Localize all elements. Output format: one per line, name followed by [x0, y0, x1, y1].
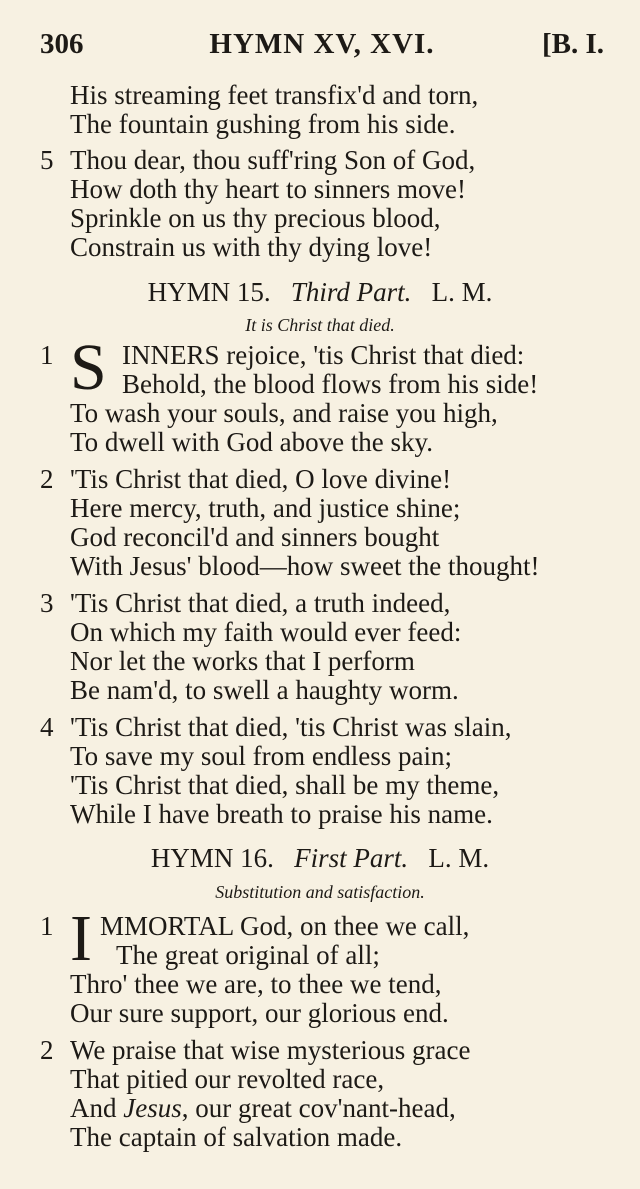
running-title: HYMN XV, XVI.: [209, 28, 435, 60]
verse-line: To wash your souls, and raise you high,: [70, 398, 498, 428]
verse-line: MMORTAL God, on thee we call,: [100, 911, 470, 941]
verse-line: While I have breath to praise his name.: [70, 799, 493, 829]
verse-line: Our sure support, our glorious end.: [70, 998, 449, 1028]
hymn-meter: L. M.: [431, 277, 493, 307]
verse-line: Nor let the works that I perform: [70, 646, 415, 676]
verse-line: Constrain us with thy dying love!: [70, 232, 433, 262]
hymn-heading: [0, 843, 640, 873]
book-marker: [B. I.: [541, 28, 604, 60]
hymn-number: HYMN 15.: [147, 277, 271, 307]
verse-number: 1: [40, 340, 54, 370]
drop-cap: I: [70, 902, 92, 975]
verse-line: Here mercy, truth, and justice shine;: [70, 493, 461, 523]
verse-line: Thou dear, thou suff'ring Son of God,: [70, 145, 476, 175]
verse-line: The fountain gushing from his side.: [70, 109, 456, 139]
verse-line: [70, 1093, 456, 1123]
hymn-subtitle: It is Christ that died.: [245, 315, 395, 335]
verse-line: To dwell with God above the sky.: [70, 427, 434, 457]
verse-line: That pitied our revolted race,: [70, 1064, 385, 1094]
verse-line: His streaming feet transfix'd and torn,: [70, 80, 479, 110]
verse-line: On which my faith would ever feed:: [70, 617, 462, 647]
hymn-heading: [0, 277, 640, 307]
line-text: And: [70, 1093, 124, 1123]
verse-line: To save my soul from endless pain;: [70, 741, 453, 771]
verse-line: We praise that wise mysterious grace: [70, 1035, 471, 1065]
verse-line: 'Tis Christ that died, 'tis Christ was slain,: [70, 712, 512, 742]
drop-cap: S: [70, 331, 107, 404]
line-text: , our great cov'nant-head,: [181, 1093, 456, 1123]
verse-line: How doth thy heart to sinners move!: [70, 174, 466, 204]
hymn-number: HYMN 16.: [150, 843, 274, 873]
verse-line: God reconcil'd and sinners bought: [70, 522, 440, 552]
page-number: 306: [40, 28, 84, 60]
hymn-part: First Part.: [294, 843, 409, 873]
verse-line: The captain of salvation made.: [70, 1122, 403, 1152]
verse-line: The great original of all;: [116, 940, 380, 970]
verse-line: Be nam'd, to swell a haughty worm.: [70, 675, 459, 705]
italic-name: Jesus: [123, 1093, 182, 1123]
verse-line: Thro' thee we are, to thee we tend,: [70, 969, 442, 999]
verse-number: 4: [40, 712, 54, 742]
running-header: [40, 28, 604, 68]
verse-line: 'Tis Christ that died, shall be my theme,: [70, 770, 500, 800]
verse-line: 'Tis Christ that died, a truth indeed,: [70, 588, 451, 618]
verse-line: With Jesus' blood—how sweet the thought!: [70, 551, 540, 581]
verse-line: 'Tis Christ that died, O love divine!: [70, 464, 452, 494]
verse-number: 5: [40, 145, 54, 175]
verse-number: 2: [40, 1035, 54, 1065]
hymn-meter: L. M.: [428, 843, 490, 873]
verse-number: 3: [40, 588, 54, 618]
verse-number: 1: [40, 911, 54, 941]
verse-number: 2: [40, 464, 54, 494]
verse-line: Sprinkle on us thy precious blood,: [70, 203, 441, 233]
verse-line: Behold, the blood flows from his side!: [122, 369, 539, 399]
hymn-part: Third Part.: [290, 277, 412, 307]
hymn-subtitle: Substitution and satisfaction.: [215, 882, 425, 902]
verse-line: INNERS rejoice, 'tis Christ that died:: [122, 340, 525, 370]
